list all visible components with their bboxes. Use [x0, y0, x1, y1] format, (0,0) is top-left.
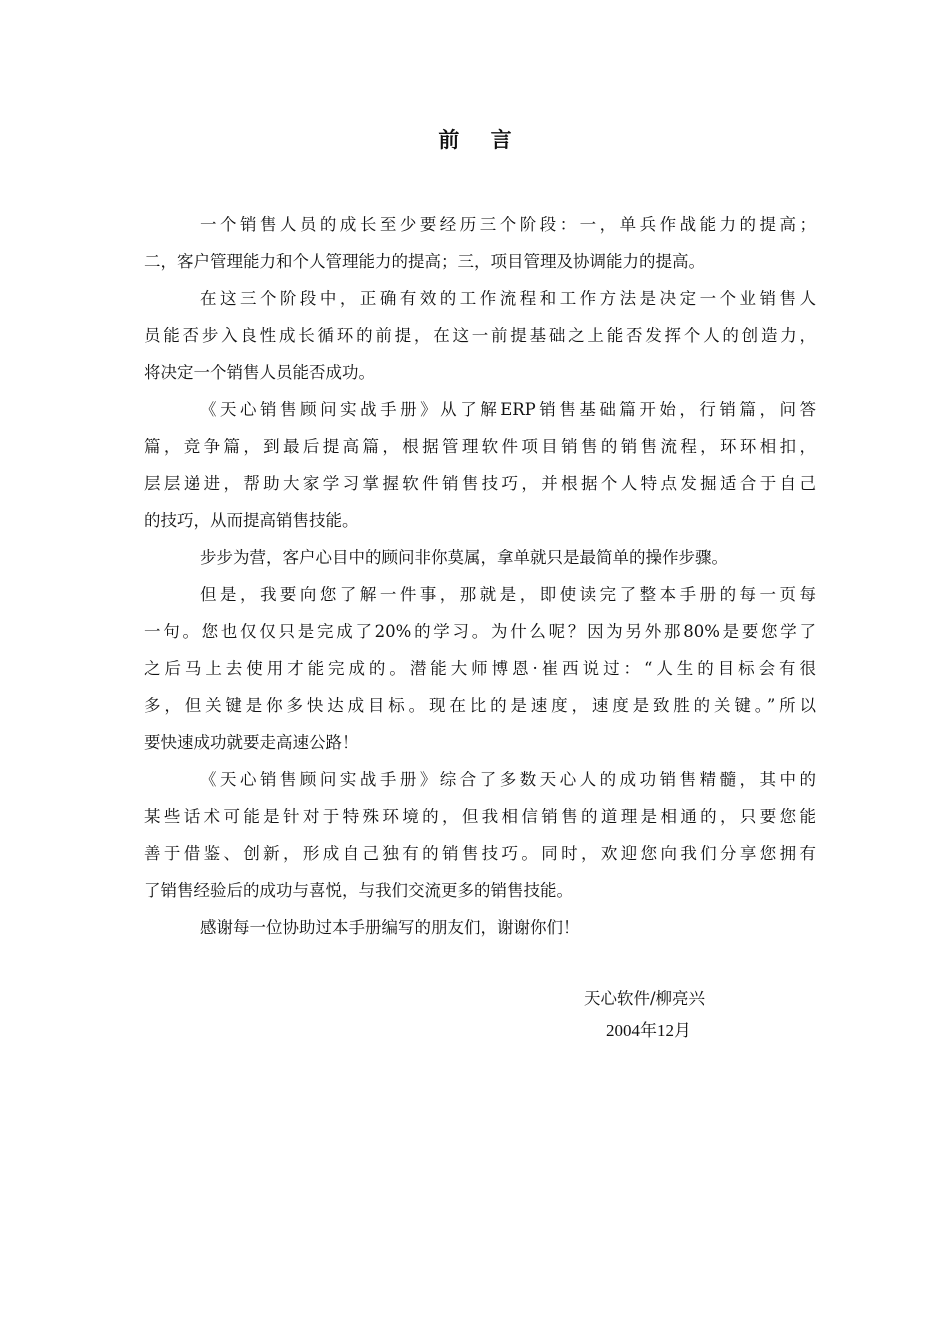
text-line: 层层递进，帮助大家学习掌握软件销售技巧，并根据个人特点发掘适合于自己: [144, 474, 816, 493]
text-line: 步步为营，客户心目中的顾问非你莫属，拿单就只是最简单的操作步骤。: [200, 548, 728, 567]
page-title: 前 言: [438, 128, 524, 152]
text-line: 将决定一个销售人员能否成功。: [144, 363, 375, 382]
text-line: 《天心销售顾问实战手册》从了解ERP销售基础篇开始，行销篇，问答: [200, 400, 816, 419]
text-line: 《天心销售顾问实战手册》综合了多数天心人的成功销售精髓，其中的: [200, 770, 816, 789]
text-line: 在这三个阶段中，正确有效的工作流程和工作方法是决定一个业销售人: [200, 289, 816, 308]
text-line: 多，但关键是你多快达成目标。现在比的是速度，速度是致胜的关键。”所以: [144, 696, 816, 715]
text-line: 一句。您也仅仅只是完成了20%的学习。为什么呢？因为另外那80%是要您学了: [144, 622, 816, 641]
text-line: 篇，竞争篇，到最后提高篇，根据管理软件项目销售的销售流程，环环相扣，: [144, 437, 816, 456]
text-line: 二，客户管理能力和个人管理能力的提高；三，项目管理及协调能力的提高。: [144, 252, 705, 271]
preface-body: [144, 206, 816, 946]
text-line: 感谢每一位协助过本手册编写的朋友们，谢谢你们！: [200, 918, 580, 937]
date-line: 2004年12月: [606, 1021, 691, 1040]
text-line: 了销售经验后的成功与喜悦，与我们交流更多的销售技能。: [144, 881, 573, 900]
text-line: 一个销售人员的成长至少要经历三个阶段：一，单兵作战能力的提高；: [200, 215, 816, 234]
text-line: 要快速成功就要走高速公路！: [144, 733, 359, 752]
author-signature: 天心软件/柳亮兴: [584, 989, 706, 1008]
text-line: 善于借鉴、创新，形成自己独有的销售技巧。同时，欢迎您向我们分享您拥有: [144, 844, 816, 863]
text-line: 但是，我要向您了解一件事，那就是，即使读完了整本手册的每一页每: [200, 585, 816, 604]
text-line: 员能否步入良性成长循环的前提，在这一前提基础之上能否发挥个人的创造力，: [144, 326, 816, 345]
text-line: 某些话术可能是针对于特殊环境的，但我相信销售的道理是相通的，只要您能: [144, 807, 816, 826]
text-line: 的技巧，从而提高销售技能。: [144, 511, 359, 530]
text-line: 之后马上去使用才能完成的。潜能大师博恩·崔西说过：“人生的目标会有很: [144, 659, 816, 678]
